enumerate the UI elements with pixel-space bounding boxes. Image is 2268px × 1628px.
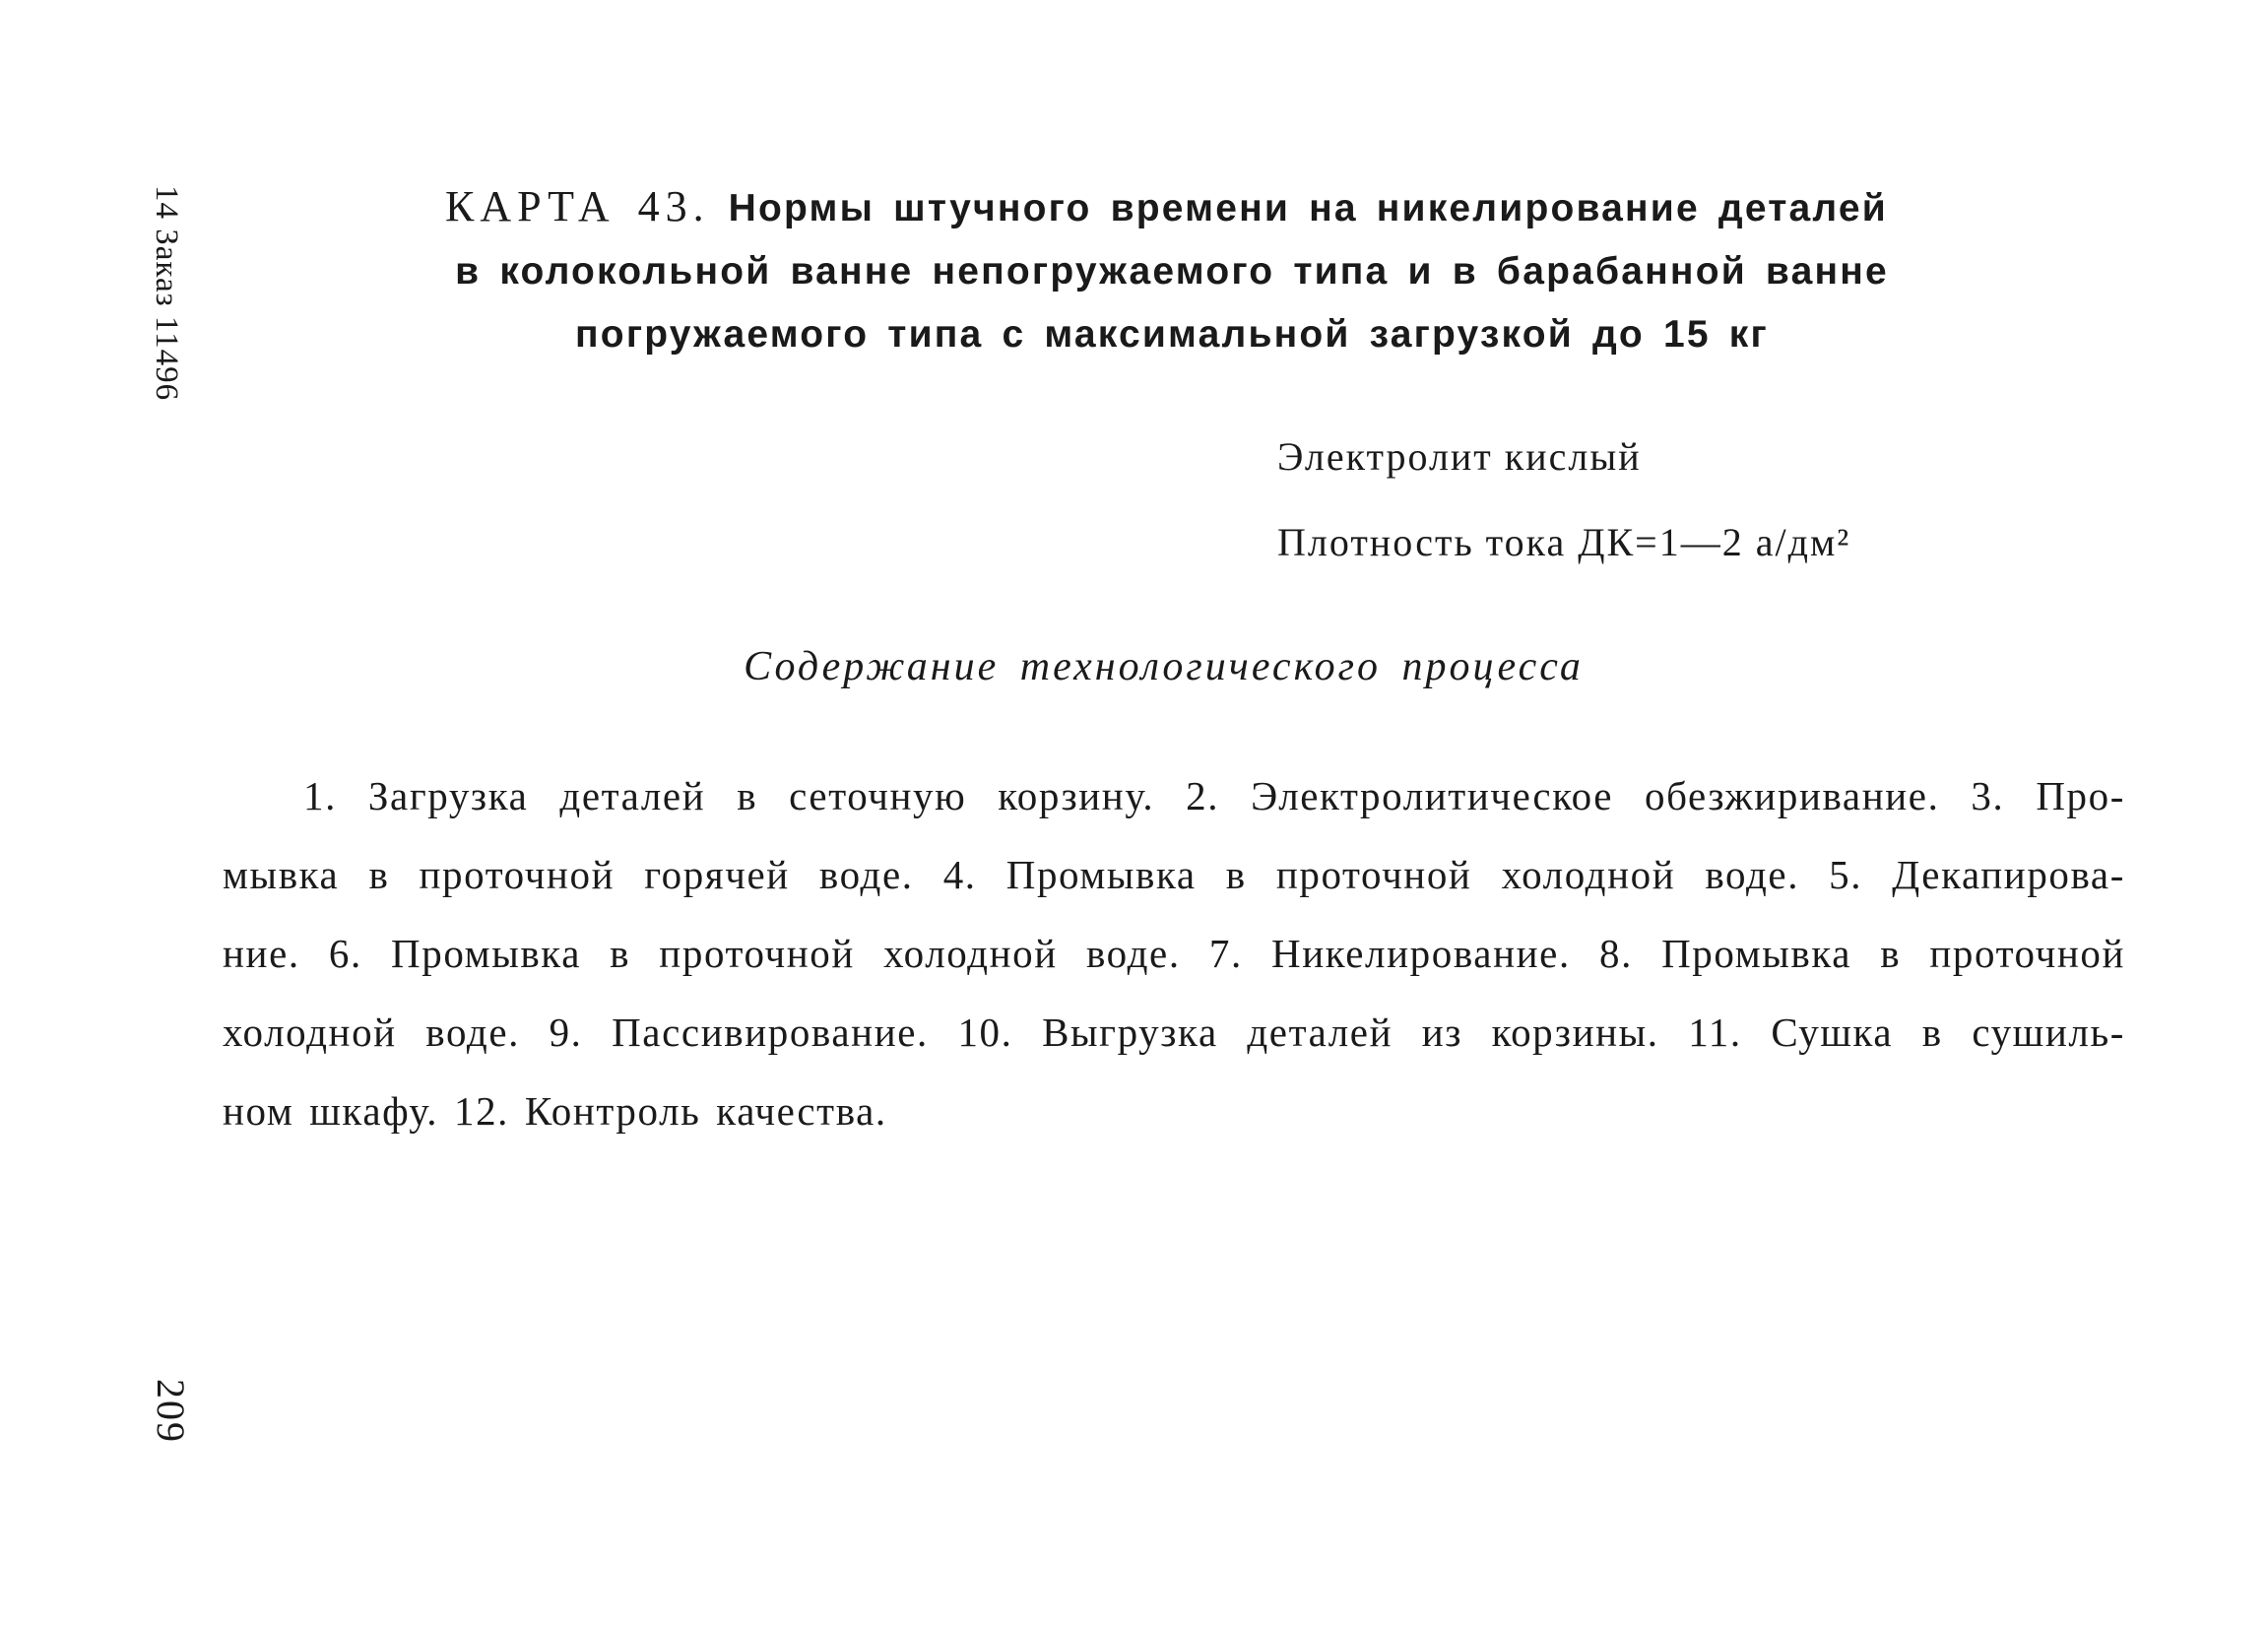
title-line-3: погружаемого типа с максимальной загрузкой до 15 кг [575,313,1769,356]
card-label: КАРТА 43. [445,182,710,230]
current-density: Плотность тока ДК=1—2 а/дм² [1277,520,1851,564]
process-line: ном шкафу. 12. Контроль качества. [223,1088,887,1134]
electrolyte-type: Электролит кислый [1277,434,1642,479]
process-line: холодной воде. 9. Пассивирование. 10. Выгрузка деталей из корзины. 11. Сушка в сушиль- [223,1009,2125,1055]
title-text-1: Нормы штучного времени на никелирование деталей [728,187,1888,229]
margin-order-note: 14 Заказ 11496 [149,185,184,402]
process-line: 1. Загрузка деталей в сеточную корзину. 2. Электролитическое обезжиривание. 3. Про- [303,773,2125,818]
section-heading: Содержание технологического процесса [744,644,1584,689]
process-parameters [1277,414,1850,585]
process-description [223,756,2125,1150]
title-line-1 [394,175,1950,240]
process-line: ние. 6. Промывка в проточной холодной воде. 7. Никелирование. 8. Промывка в проточной [223,931,2125,976]
card-title [394,175,1950,366]
title-line-2: в колокольной ванне непогружаемого типа и в барабанной ванне [455,250,1889,293]
process-line: мывка в проточной горячей воде. 4. Промывка в проточной холодной воде. 5. Декапирова- [223,852,2125,897]
page-number: 209 [149,1379,193,1444]
